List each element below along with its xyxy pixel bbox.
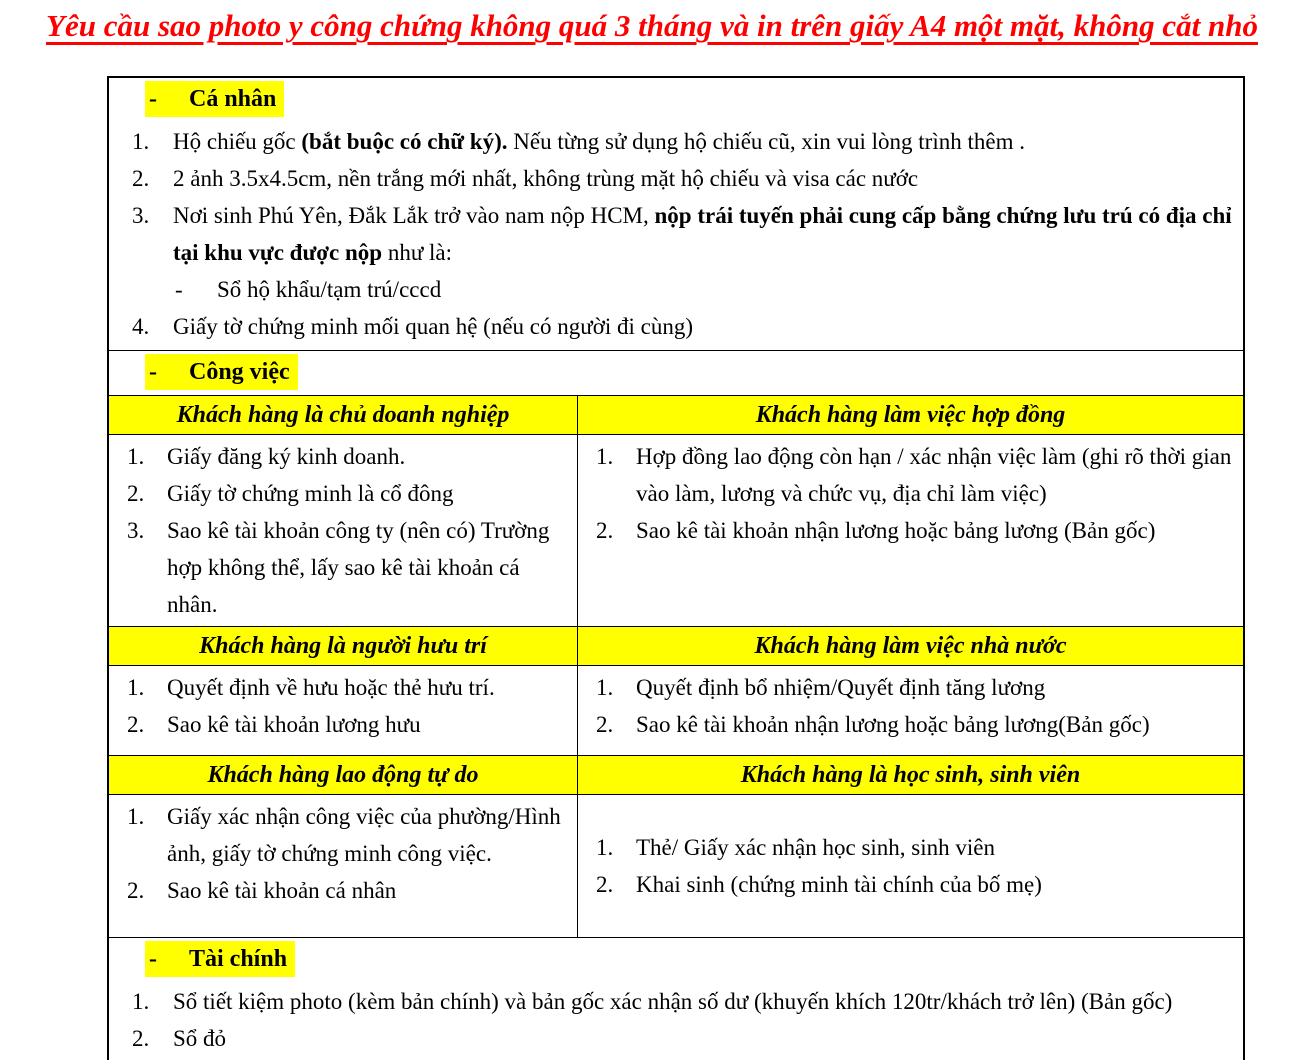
hop-dong-list xyxy=(578,435,1243,626)
heading-highlight xyxy=(145,354,298,390)
list-item xyxy=(109,983,1243,1020)
heading-text: Tài chính xyxy=(189,946,288,972)
item-marker: 1. xyxy=(132,129,150,154)
item-marker: 2. xyxy=(596,712,614,737)
tai-chinh-list xyxy=(109,980,1243,1060)
item-text: Sổ tiết kiệm photo (kèm bản chính) và bản gốc xác nhận số dư (khuyến khích 120tr/khách trở lên) (Bản gốc) xyxy=(173,989,1173,1014)
list-item xyxy=(578,706,1243,743)
item-marker: 4. xyxy=(132,314,150,339)
list-item xyxy=(109,123,1243,160)
job-table-1-header-row xyxy=(109,395,1243,434)
list-item xyxy=(109,197,1243,271)
list-item xyxy=(109,872,577,909)
section-cong-viec xyxy=(109,350,1243,395)
heading-highlight xyxy=(145,941,295,977)
item-text: Sổ đỏ xyxy=(173,1026,227,1051)
column-header-hoc-sinh: Khách hàng là học sinh, sinh viên xyxy=(740,761,1081,788)
item-marker: 2. xyxy=(596,872,614,897)
list-item xyxy=(109,706,577,743)
item-text: 2 ảnh 3.5x4.5cm, nền trắng mới nhất, không trùng mặt hộ chiếu và visa các nước xyxy=(173,166,919,191)
item-marker: 1. xyxy=(127,804,145,829)
list-item xyxy=(109,1020,1243,1057)
ca-nhan-list xyxy=(109,120,1243,348)
item-text: Hợp đồng lao động còn hạn / xác nhận việc làm (ghi rõ thời gian vào làm, lương và chức vụ, địa chỉ làm việc) xyxy=(636,444,1232,506)
column-header-lao-dong-tu-do: Khách hàng lao động tự do xyxy=(109,756,578,794)
item-marker: 2. xyxy=(127,878,145,903)
item-text: Giấy tờ chứng minh là cổ đông xyxy=(167,481,454,506)
list-item xyxy=(109,271,1243,308)
document-title: Yêu cầu sao photo y công chứng không quá 3 tháng và in trên giấy A4 một mặt, không cắt nhỏ xyxy=(46,8,1258,43)
item-marker: 2. xyxy=(132,166,150,191)
item-marker: 2. xyxy=(596,518,614,543)
item-text: Khai sinh (chứng minh tài chính của bố mẹ) xyxy=(636,872,1042,897)
item-marker: 1. xyxy=(596,835,614,860)
item-marker: 1. xyxy=(127,444,145,469)
item-marker: 1. xyxy=(596,444,614,469)
heading-dash: - xyxy=(149,359,157,385)
item-text: Giấy xác nhận công việc của phường/Hình ảnh, giấy tờ chứng minh công việc. xyxy=(167,804,561,866)
job-table-3-content-row xyxy=(109,794,1243,937)
item-marker: 3. xyxy=(132,203,150,228)
hoc-sinh-list xyxy=(578,795,1243,937)
list-item xyxy=(109,438,577,475)
item-text: Sao kê tài khoản nhận lương hoặc bảng lương (Bản gốc) xyxy=(636,518,1156,543)
list-item xyxy=(109,308,1243,345)
section-heading-cong-viec xyxy=(145,354,1243,393)
list-item xyxy=(578,829,1243,866)
item-text: Sao kê tài khoản nhận lương hoặc bảng lương(Bản gốc) xyxy=(636,712,1150,737)
huu-tri-list xyxy=(109,666,578,755)
section-tai-chinh xyxy=(109,937,1243,1060)
heading-dash: - xyxy=(149,86,157,112)
list-item xyxy=(578,438,1243,512)
nha-nuoc-list xyxy=(578,666,1243,755)
column-header-nha-nuoc: Khách hàng làm việc nhà nước xyxy=(754,632,1067,659)
list-item xyxy=(578,512,1243,549)
section-ca-nhan xyxy=(109,78,1243,350)
list-item xyxy=(109,798,577,872)
item-text: Giấy đăng ký kinh doanh. xyxy=(167,444,406,469)
list-item xyxy=(578,669,1243,706)
item-marker: 1. xyxy=(127,675,145,700)
item-marker: 1. xyxy=(596,675,614,700)
item-text: Hộ chiếu gốc (bắt buộc có chữ ký). Nếu từng sử dụng hộ chiếu cũ, xin vui lòng trình thêm . xyxy=(173,129,1025,154)
list-item xyxy=(109,669,577,706)
item-text: Thẻ/ Giấy xác nhận học sinh, sinh viên xyxy=(636,835,995,860)
job-table-2-header-row xyxy=(109,626,1243,665)
column-header-chu-doanh-nghiep: Khách hàng là chủ doanh nghiệp xyxy=(109,396,578,434)
lao-dong-tu-do-list xyxy=(109,795,578,937)
section-heading-ca-nhan xyxy=(145,81,1243,120)
item-marker: 1. xyxy=(132,989,150,1014)
column-header-hop-dong: Khách hàng làm việc hợp đồng xyxy=(755,401,1066,428)
list-item xyxy=(109,512,577,623)
item-marker: 2. xyxy=(127,481,145,506)
item-text: Giấy tờ chứng minh mối quan hệ (nếu có người đi cùng) xyxy=(173,314,694,339)
item-text: Sao kê tài khoản cá nhân xyxy=(167,878,397,903)
item-marker: 2. xyxy=(132,1026,150,1051)
list-item xyxy=(578,866,1243,903)
item-text: Nơi sinh Phú Yên, Đắk Lắk trở vào nam nộp HCM, nộp trái tuyến phải cung cấp bằng chứng lưu trú có địa chỉ tại khu vực được nộp như là: xyxy=(173,203,1232,265)
list-item xyxy=(109,160,1243,197)
heading-text: Công việc xyxy=(189,359,290,385)
job-table-2-content-row xyxy=(109,665,1243,755)
job-table-1-content-row xyxy=(109,434,1243,626)
heading-highlight xyxy=(145,81,284,117)
heading-dash: - xyxy=(149,946,157,972)
requirements-table xyxy=(107,76,1245,1060)
item-marker: - xyxy=(175,277,183,302)
item-text: Sổ hộ khẩu/tạm trú/cccd xyxy=(217,277,442,302)
item-text: Quyết định bổ nhiệm/Quyết định tăng lương xyxy=(636,675,1046,700)
item-marker: 2. xyxy=(127,712,145,737)
chu-doanh-nghiep-list xyxy=(109,435,578,626)
section-heading-tai-chinh xyxy=(145,941,1243,980)
item-marker: 3. xyxy=(127,518,145,543)
item-text: Sao kê tài khoản lương hưu xyxy=(167,712,421,737)
list-item xyxy=(109,475,577,512)
job-table-3-header-row xyxy=(109,755,1243,794)
item-text: Sao kê tài khoản công ty (nên có) Trường hợp không thể, lấy sao kê tài khoản cá nhân. xyxy=(167,518,550,617)
heading-text: Cá nhân xyxy=(189,86,277,112)
item-text: Quyết định về hưu hoặc thẻ hưu trí. xyxy=(167,675,495,700)
column-header-huu-tri: Khách hàng là người hưu trí xyxy=(109,627,578,665)
